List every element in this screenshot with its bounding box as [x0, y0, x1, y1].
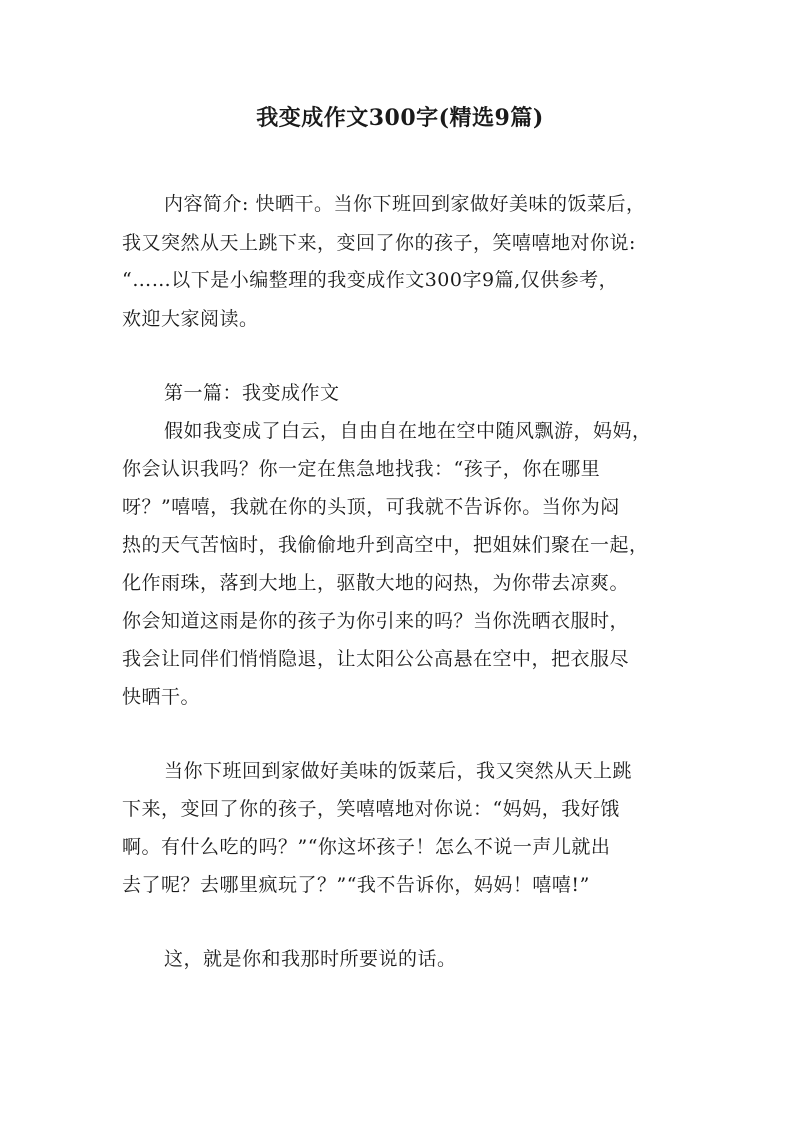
paragraph-line: 热的天气苦恼时，我偷偷地升到高空中，把姐妹们聚在一起，	[122, 534, 649, 556]
paragraph-line: 呀？”嘻嘻，我就在你的头顶，可我就不告诉你。当你为闷	[122, 496, 620, 518]
paragraph-line: 当你下班回到家做好美味的饭菜后，我又突然从天上跳	[164, 760, 633, 782]
paragraph-line: 啊。有什么吃的吗？”“你这坏孩子！怎么不说一声儿就出	[122, 836, 611, 858]
intro-line: 内容简介: 快晒干。当你下班回到家做好美味的饭菜后，	[164, 193, 646, 215]
intro-line: “……以下是小编整理的我变成作文300字9篇,仅供参考，	[122, 269, 619, 291]
section-heading: 第一篇：我变成作文	[164, 382, 340, 404]
paragraph-line: 去了呢？去哪里疯玩了？”“我不告诉你，妈妈！嘻嘻!”	[122, 874, 590, 896]
intro-line: 欢迎大家阅读。	[122, 308, 259, 330]
paragraph-line: 这，就是你和我那时所要说的话。	[164, 948, 457, 970]
paragraph-line: 你会知道这雨是你的孩子为你引来的吗？当你洗晒衣服时，	[122, 610, 630, 632]
paragraph-line: 快晒干。	[122, 686, 201, 708]
paragraph-line: 假如我变成了白云，自由自在地在空中随风飘游，妈妈，	[164, 420, 652, 442]
document-title: 我变成作文300字(精选9篇)	[256, 105, 544, 131]
paragraph-line: 下来，变回了你的孩子，笑嘻嘻地对你说：“妈妈，我好饿	[122, 798, 620, 820]
paragraph-line: 你会认识我吗？你一定在焦急地找我：“孩子，你在哪里	[122, 458, 601, 480]
paragraph-line: 化作雨珠，落到大地上，驱散大地的闷热，为你带去凉爽。	[122, 572, 630, 594]
paragraph-line: 我会让同伴们悄悄隐退，让太阳公公高悬在空中，把衣服尽	[122, 648, 630, 670]
intro-line: 我又突然从天上跳下来，变回了你的孩子，笑嘻嘻地对你说:	[122, 232, 636, 254]
